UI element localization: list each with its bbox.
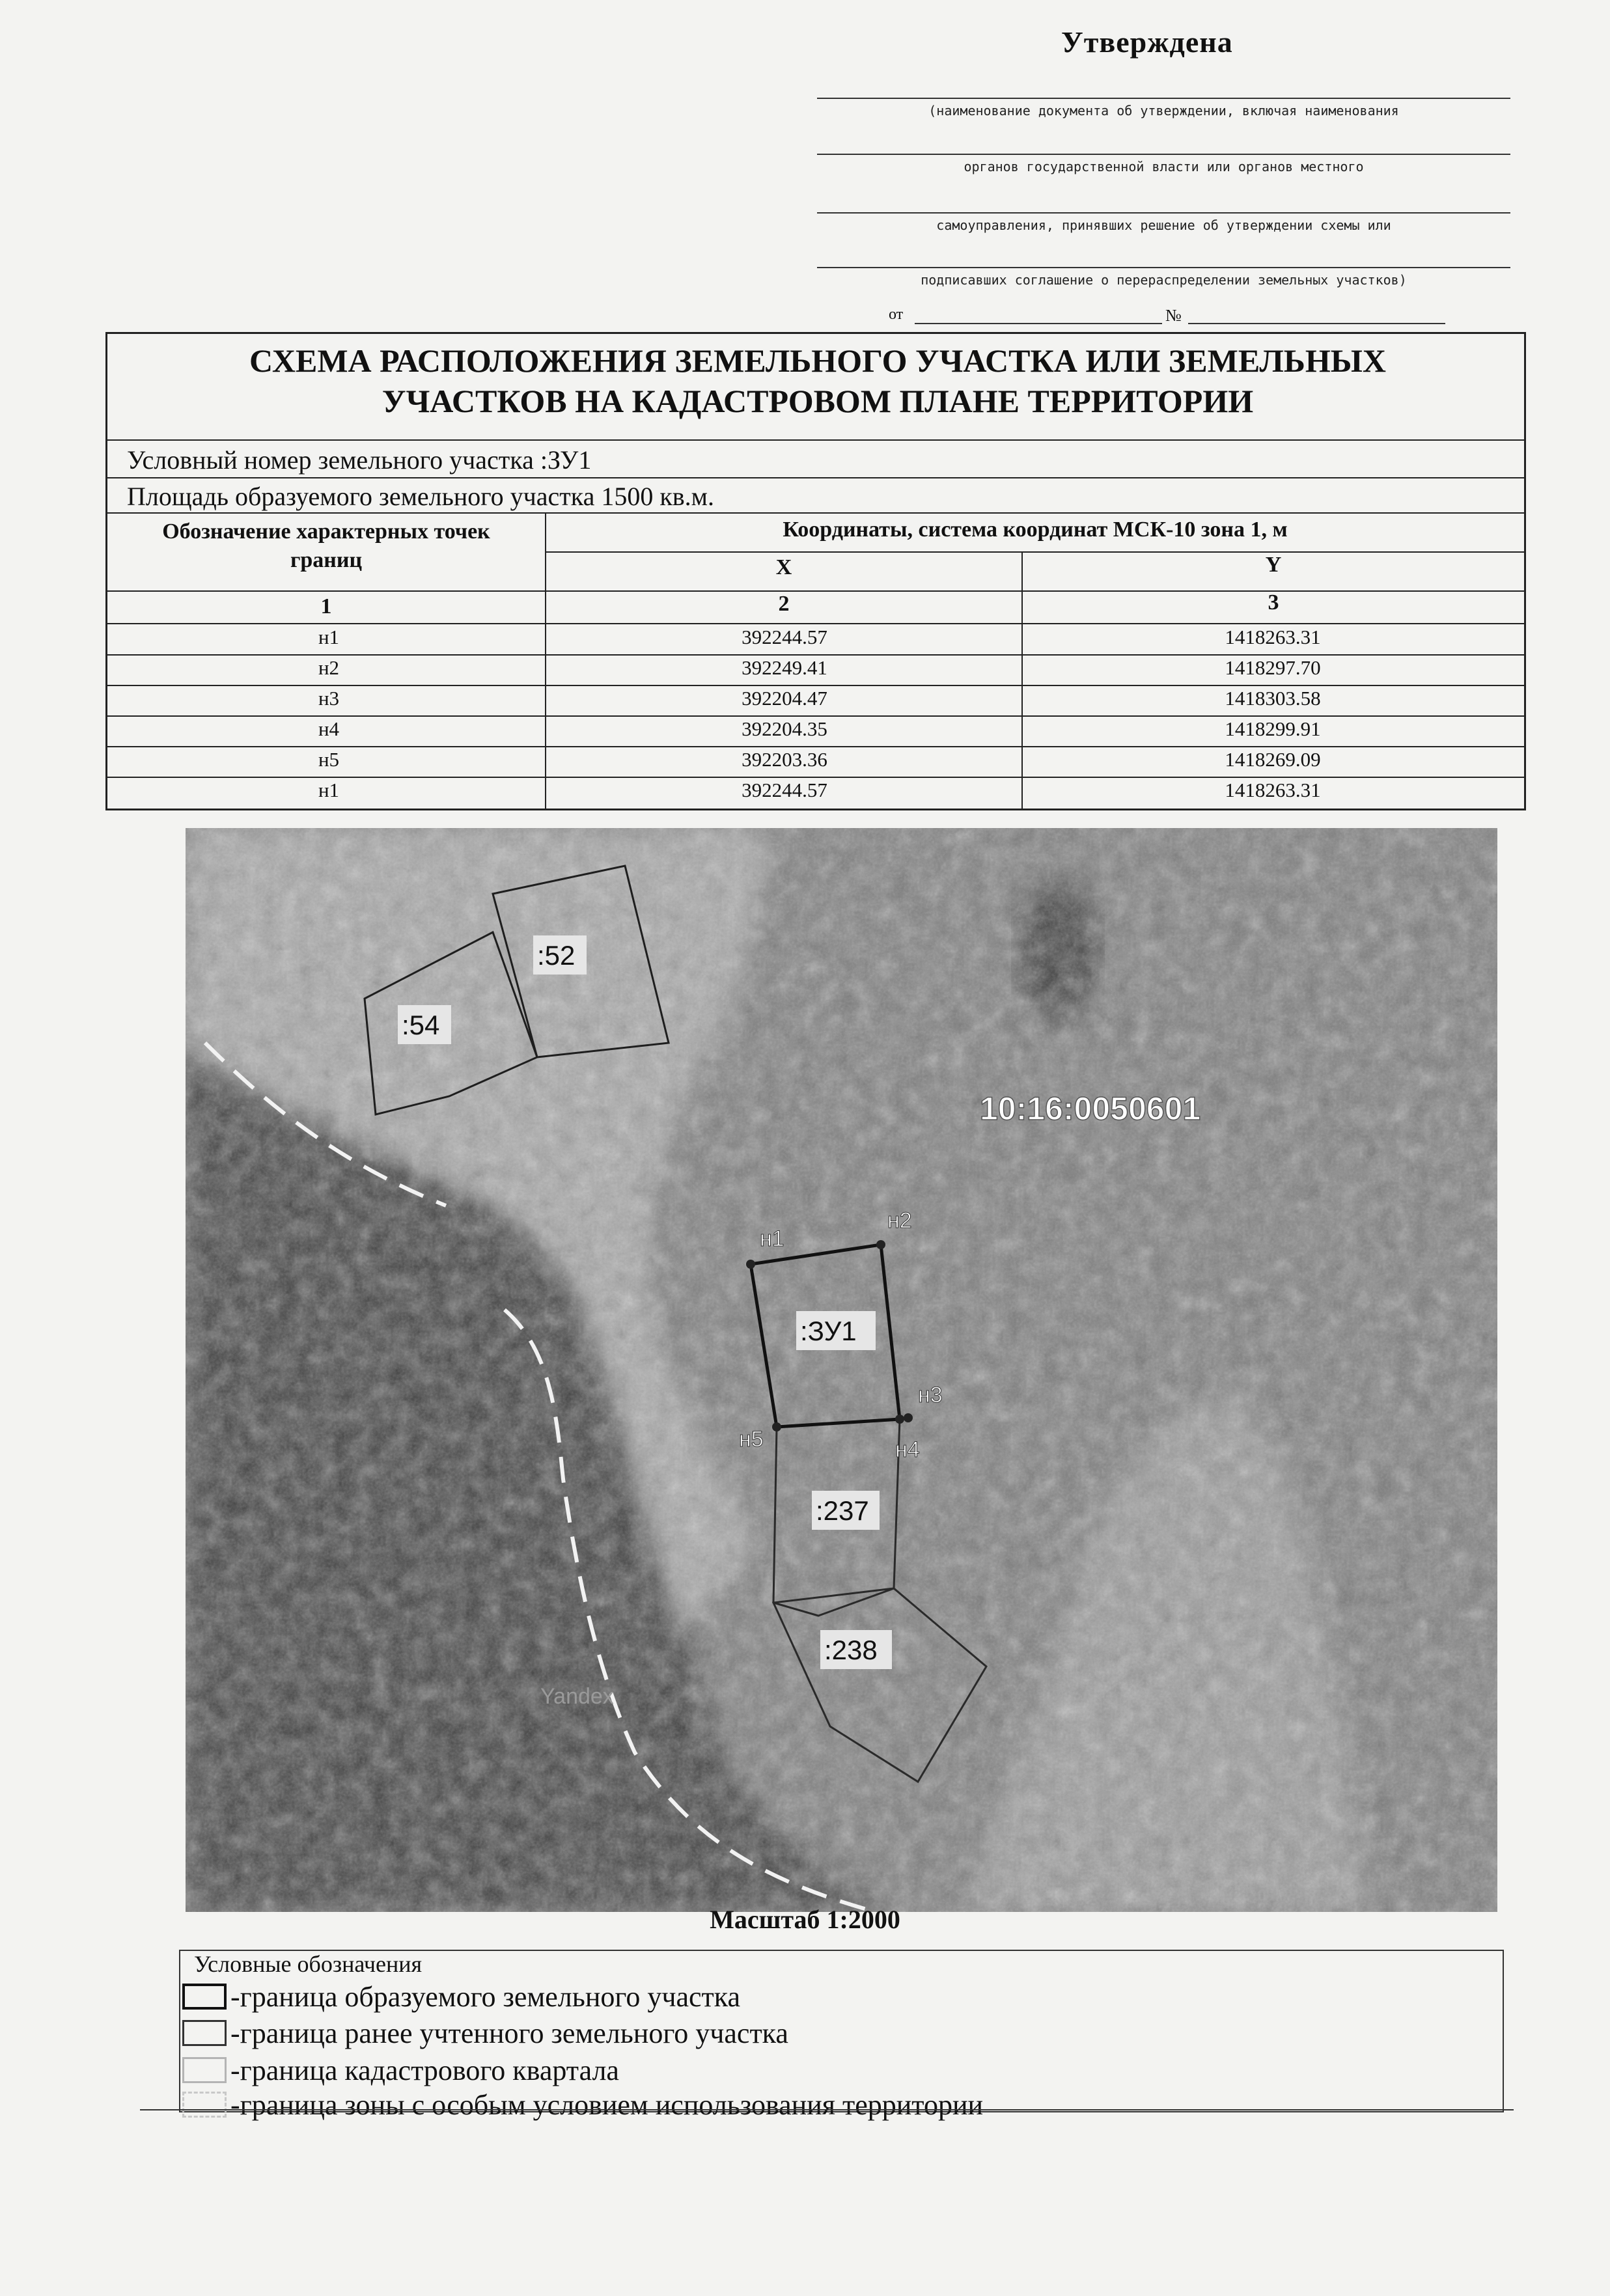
approval-caption-3: самоуправления, принявших решение об утверждении схемы или [936, 217, 1391, 233]
point-n2-label: н2 [887, 1208, 912, 1233]
bottom-rule [140, 2109, 1514, 2110]
number-line [1188, 323, 1445, 324]
parcel-52-label: :52 [537, 940, 576, 971]
quarter-label: 10:16:0050601 [980, 1090, 1201, 1127]
point-n5-label: н5 [739, 1427, 764, 1452]
col-number-3: 3 [1268, 590, 1279, 615]
scheme-title [107, 340, 1528, 421]
legend-text: -граница образуемого земельного участка [230, 1980, 740, 2013]
yandex-watermark: Yandex [540, 1684, 614, 1709]
cell-point: н5 [318, 748, 340, 771]
x-header: X [775, 555, 792, 579]
cadastral-map [186, 828, 1497, 1912]
cell-point: н4 [318, 717, 340, 740]
coords-header: Координаты, система координат МСК-10 зона 1, м [783, 518, 1288, 542]
map-scale: Масштаб 1:2000 [710, 1905, 900, 1934]
scheme-table [105, 332, 1526, 810]
cell-x: 392203.36 [742, 748, 827, 771]
cell-x: 392204.47 [742, 687, 827, 710]
approved-title: Утверждена [1061, 25, 1233, 59]
point-n4 [895, 1415, 904, 1424]
parcel-zu1-label: :ЗУ1 [800, 1316, 857, 1346]
col1-header-line-1: Обозначение характерных точек [162, 519, 490, 544]
approval-line [817, 212, 1510, 214]
point-n4-label: н4 [895, 1437, 920, 1462]
cell-y: 1418263.31 [1225, 779, 1321, 801]
point-n3 [904, 1413, 913, 1422]
col1-header-line-2: границ [290, 548, 363, 572]
conditional-number: Условный номер земельного участка :ЗУ1 [127, 445, 592, 475]
legend-item-new-parcel [182, 1980, 740, 2013]
number-label: № [1165, 306, 1182, 325]
cell-point: н1 [318, 779, 340, 801]
divider [107, 477, 1524, 478]
col-number-2: 2 [778, 592, 790, 616]
legend-item-special-zone [182, 2088, 983, 2121]
approval-line [817, 267, 1510, 268]
cell-y: 1418299.91 [1225, 717, 1321, 740]
point-n2 [876, 1240, 885, 1249]
cell-y: 1418297.70 [1225, 656, 1321, 679]
col1-header [107, 518, 545, 575]
scheme-title-line-2: УЧАСТКОВ НА КАДАСТРОВОМ ПЛАНЕ ТЕРРИТОРИИ [382, 383, 1254, 419]
cell-y: 1418303.58 [1225, 687, 1321, 710]
divider [107, 439, 1524, 441]
legend-text: -граница ранее учтенного земельного участка [230, 2017, 788, 2049]
point-n1 [746, 1260, 755, 1269]
parcel-area: Площадь образуемого земельного участка 1500 кв.м. [127, 482, 714, 511]
approval-line [817, 98, 1510, 99]
divider [107, 623, 1524, 624]
cell-x: 392244.57 [742, 779, 827, 801]
approval-line [817, 154, 1510, 155]
approval-caption-4: подписавших соглашение о перераспределении земельных участков) [921, 272, 1407, 288]
legend-symbol-registered-parcel [182, 2020, 227, 2046]
cell-y: 1418263.31 [1225, 626, 1321, 648]
cell-point: н2 [318, 656, 340, 679]
legend-text: -граница зоны с особым условием использования территории [230, 2088, 984, 2121]
legend-item-cadastral-quarter [182, 2054, 619, 2086]
legend-caption: Условные обозначения [194, 1951, 423, 1977]
cell-x: 392249.41 [742, 656, 827, 679]
divider [107, 512, 1524, 514]
map-grain [186, 828, 1497, 1912]
col-number-1: 1 [320, 594, 332, 618]
scheme-title-line-1: СХЕМА РАСПОЛОЖЕНИЯ ЗЕМЕЛЬНОГО УЧАСТКА ИЛИ ЗЕМЕЛЬНЫХ [249, 342, 1386, 379]
parcel-54-label: :54 [402, 1010, 440, 1040]
legend-symbol-cadastral-quarter [182, 2057, 227, 2083]
cell-x: 392244.57 [742, 626, 827, 648]
point-n5 [772, 1422, 781, 1432]
row-divider [107, 746, 1524, 747]
legend-symbol-special-zone [182, 2092, 227, 2118]
from-label: от [889, 306, 904, 323]
cell-point: н1 [318, 626, 340, 648]
point-n1-label: н1 [760, 1226, 784, 1251]
row-divider [107, 777, 1524, 778]
parcel-237-label: :237 [816, 1495, 869, 1526]
legend-item-registered-parcel [182, 2017, 788, 2049]
cell-x: 392204.35 [742, 717, 827, 740]
approval-caption-1: (наименование документа об утверждении, включая наименования [928, 103, 1399, 118]
cell-y: 1418269.09 [1225, 748, 1321, 771]
legend-text: -граница кадастрового квартала [230, 2054, 619, 2086]
parcel-238-label: :238 [824, 1635, 878, 1665]
point-n3-label: н3 [918, 1383, 943, 1407]
approval-caption-2: органов государственной власти или органов местного [964, 159, 1364, 174]
map-svg [186, 828, 1497, 1912]
cell-point: н3 [318, 687, 340, 710]
row-divider [107, 715, 1524, 717]
row-divider [107, 685, 1524, 686]
legend-symbol-new-parcel [182, 1984, 227, 2010]
row-divider [107, 654, 1524, 656]
from-date-line [915, 323, 1162, 324]
y-header: Y [1265, 553, 1282, 577]
